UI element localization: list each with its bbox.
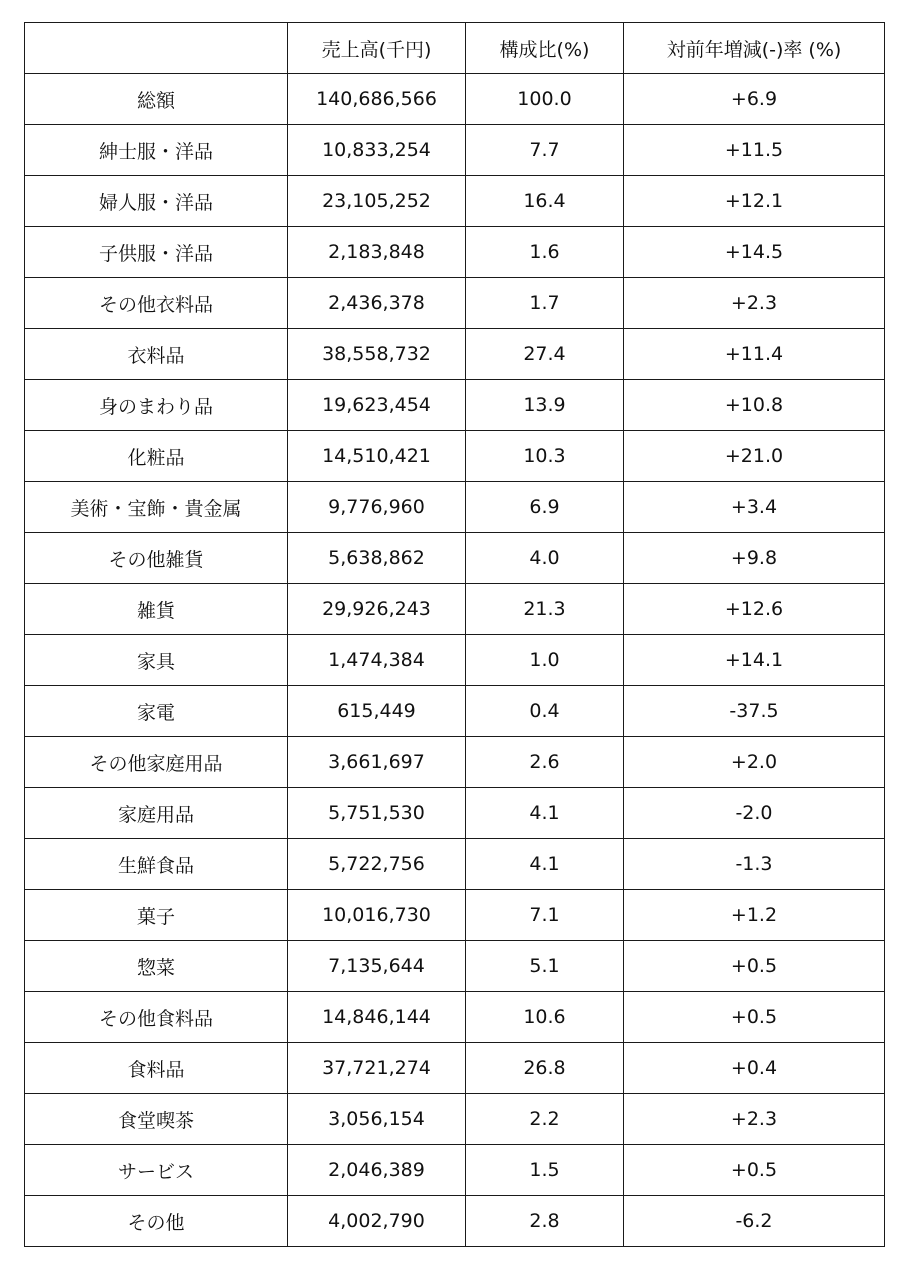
table-row xyxy=(25,176,885,227)
category-cell: 美術・宝飾・貴金属 xyxy=(25,482,288,533)
table-row xyxy=(25,839,885,890)
yoy-cell: +3.4 xyxy=(624,482,885,533)
table-row xyxy=(25,329,885,380)
sales-cell: 19,623,454 xyxy=(288,380,466,431)
table-header xyxy=(25,23,885,74)
yoy-cell: +6.9 xyxy=(624,74,885,125)
yoy-cell: +2.0 xyxy=(624,737,885,788)
category-cell: その他雑貨 xyxy=(25,533,288,584)
share-cell: 13.9 xyxy=(466,380,624,431)
category-cell: 身のまわり品 xyxy=(25,380,288,431)
yoy-cell: +12.6 xyxy=(624,584,885,635)
yoy-cell: +14.5 xyxy=(624,227,885,278)
sales-cell: 5,751,530 xyxy=(288,788,466,839)
share-cell: 2.2 xyxy=(466,1094,624,1145)
table-row xyxy=(25,941,885,992)
table-row xyxy=(25,992,885,1043)
sales-cell: 5,638,862 xyxy=(288,533,466,584)
category-cell: 紳士服・洋品 xyxy=(25,125,288,176)
share-cell: 0.4 xyxy=(466,686,624,737)
category-cell: 婦人服・洋品 xyxy=(25,176,288,227)
yoy-cell: +0.5 xyxy=(624,941,885,992)
share-cell: 10.6 xyxy=(466,992,624,1043)
share-cell: 100.0 xyxy=(466,74,624,125)
share-cell: 1.5 xyxy=(466,1145,624,1196)
sales-cell: 2,436,378 xyxy=(288,278,466,329)
category-cell: その他食料品 xyxy=(25,992,288,1043)
category-cell: 生鮮食品 xyxy=(25,839,288,890)
share-cell: 7.1 xyxy=(466,890,624,941)
header-category xyxy=(25,23,288,74)
sales-cell: 29,926,243 xyxy=(288,584,466,635)
category-cell: 食堂喫茶 xyxy=(25,1094,288,1145)
sales-cell: 3,661,697 xyxy=(288,737,466,788)
sales-cell: 4,002,790 xyxy=(288,1196,466,1247)
sales-cell: 2,183,848 xyxy=(288,227,466,278)
yoy-cell: -6.2 xyxy=(624,1196,885,1247)
yoy-cell: +0.5 xyxy=(624,1145,885,1196)
table-row xyxy=(25,1043,885,1094)
sales-cell: 7,135,644 xyxy=(288,941,466,992)
sales-cell: 14,846,144 xyxy=(288,992,466,1043)
share-cell: 1.6 xyxy=(466,227,624,278)
table-row xyxy=(25,125,885,176)
share-cell: 4.0 xyxy=(466,533,624,584)
yoy-cell: +10.8 xyxy=(624,380,885,431)
share-cell: 26.8 xyxy=(466,1043,624,1094)
category-cell: その他衣料品 xyxy=(25,278,288,329)
category-cell: 化粧品 xyxy=(25,431,288,482)
table-row xyxy=(25,686,885,737)
table-row xyxy=(25,482,885,533)
category-cell: 雑貨 xyxy=(25,584,288,635)
yoy-cell: +11.4 xyxy=(624,329,885,380)
category-cell: 食料品 xyxy=(25,1043,288,1094)
category-cell: 菓子 xyxy=(25,890,288,941)
share-cell: 27.4 xyxy=(466,329,624,380)
table-row xyxy=(25,584,885,635)
category-cell: 家電 xyxy=(25,686,288,737)
yoy-cell: +11.5 xyxy=(624,125,885,176)
yoy-cell: -1.3 xyxy=(624,839,885,890)
share-cell: 1.0 xyxy=(466,635,624,686)
category-cell: 惣菜 xyxy=(25,941,288,992)
share-cell: 21.3 xyxy=(466,584,624,635)
category-cell: 家具 xyxy=(25,635,288,686)
sales-cell: 1,474,384 xyxy=(288,635,466,686)
table-row xyxy=(25,278,885,329)
yoy-cell: +21.0 xyxy=(624,431,885,482)
share-cell: 2.8 xyxy=(466,1196,624,1247)
table-row xyxy=(25,1145,885,1196)
share-cell: 7.7 xyxy=(466,125,624,176)
category-cell: サービス xyxy=(25,1145,288,1196)
sales-cell: 23,105,252 xyxy=(288,176,466,227)
yoy-cell: -37.5 xyxy=(624,686,885,737)
yoy-cell: +2.3 xyxy=(624,1094,885,1145)
share-cell: 6.9 xyxy=(466,482,624,533)
table-row xyxy=(25,890,885,941)
sales-cell: 2,046,389 xyxy=(288,1145,466,1196)
sales-cell: 14,510,421 xyxy=(288,431,466,482)
share-cell: 2.6 xyxy=(466,737,624,788)
share-cell: 16.4 xyxy=(466,176,624,227)
table-row xyxy=(25,1196,885,1247)
category-cell: 子供服・洋品 xyxy=(25,227,288,278)
header-share: 構成比(%) xyxy=(466,23,624,74)
yoy-cell: +9.8 xyxy=(624,533,885,584)
yoy-cell: +14.1 xyxy=(624,635,885,686)
sales-cell: 140,686,566 xyxy=(288,74,466,125)
sales-cell: 10,016,730 xyxy=(288,890,466,941)
table-row xyxy=(25,227,885,278)
table-body xyxy=(25,74,885,1247)
category-cell: 衣料品 xyxy=(25,329,288,380)
yoy-cell: +0.5 xyxy=(624,992,885,1043)
sales-cell: 38,558,732 xyxy=(288,329,466,380)
table-row xyxy=(25,431,885,482)
share-cell: 4.1 xyxy=(466,788,624,839)
table-row xyxy=(25,788,885,839)
header-row xyxy=(25,23,885,74)
table-row xyxy=(25,74,885,125)
table-row xyxy=(25,1094,885,1145)
header-sales: 売上高(千円) xyxy=(288,23,466,74)
sales-cell: 3,056,154 xyxy=(288,1094,466,1145)
share-cell: 4.1 xyxy=(466,839,624,890)
yoy-cell: +1.2 xyxy=(624,890,885,941)
sales-cell: 10,833,254 xyxy=(288,125,466,176)
sales-cell: 615,449 xyxy=(288,686,466,737)
share-cell: 5.1 xyxy=(466,941,624,992)
table-row xyxy=(25,635,885,686)
sales-cell: 37,721,274 xyxy=(288,1043,466,1094)
yoy-cell: +2.3 xyxy=(624,278,885,329)
yoy-cell: -2.0 xyxy=(624,788,885,839)
table-row xyxy=(25,380,885,431)
sales-table xyxy=(24,22,885,1247)
category-cell: 家庭用品 xyxy=(25,788,288,839)
header-yoy: 対前年増減(-)率 (%) xyxy=(624,23,885,74)
category-cell: 総額 xyxy=(25,74,288,125)
share-cell: 1.7 xyxy=(466,278,624,329)
table-row xyxy=(25,737,885,788)
table-row xyxy=(25,533,885,584)
yoy-cell: +0.4 xyxy=(624,1043,885,1094)
sales-cell: 9,776,960 xyxy=(288,482,466,533)
yoy-cell: +12.1 xyxy=(624,176,885,227)
sales-cell: 5,722,756 xyxy=(288,839,466,890)
category-cell: その他家庭用品 xyxy=(25,737,288,788)
category-cell: その他 xyxy=(25,1196,288,1247)
share-cell: 10.3 xyxy=(466,431,624,482)
